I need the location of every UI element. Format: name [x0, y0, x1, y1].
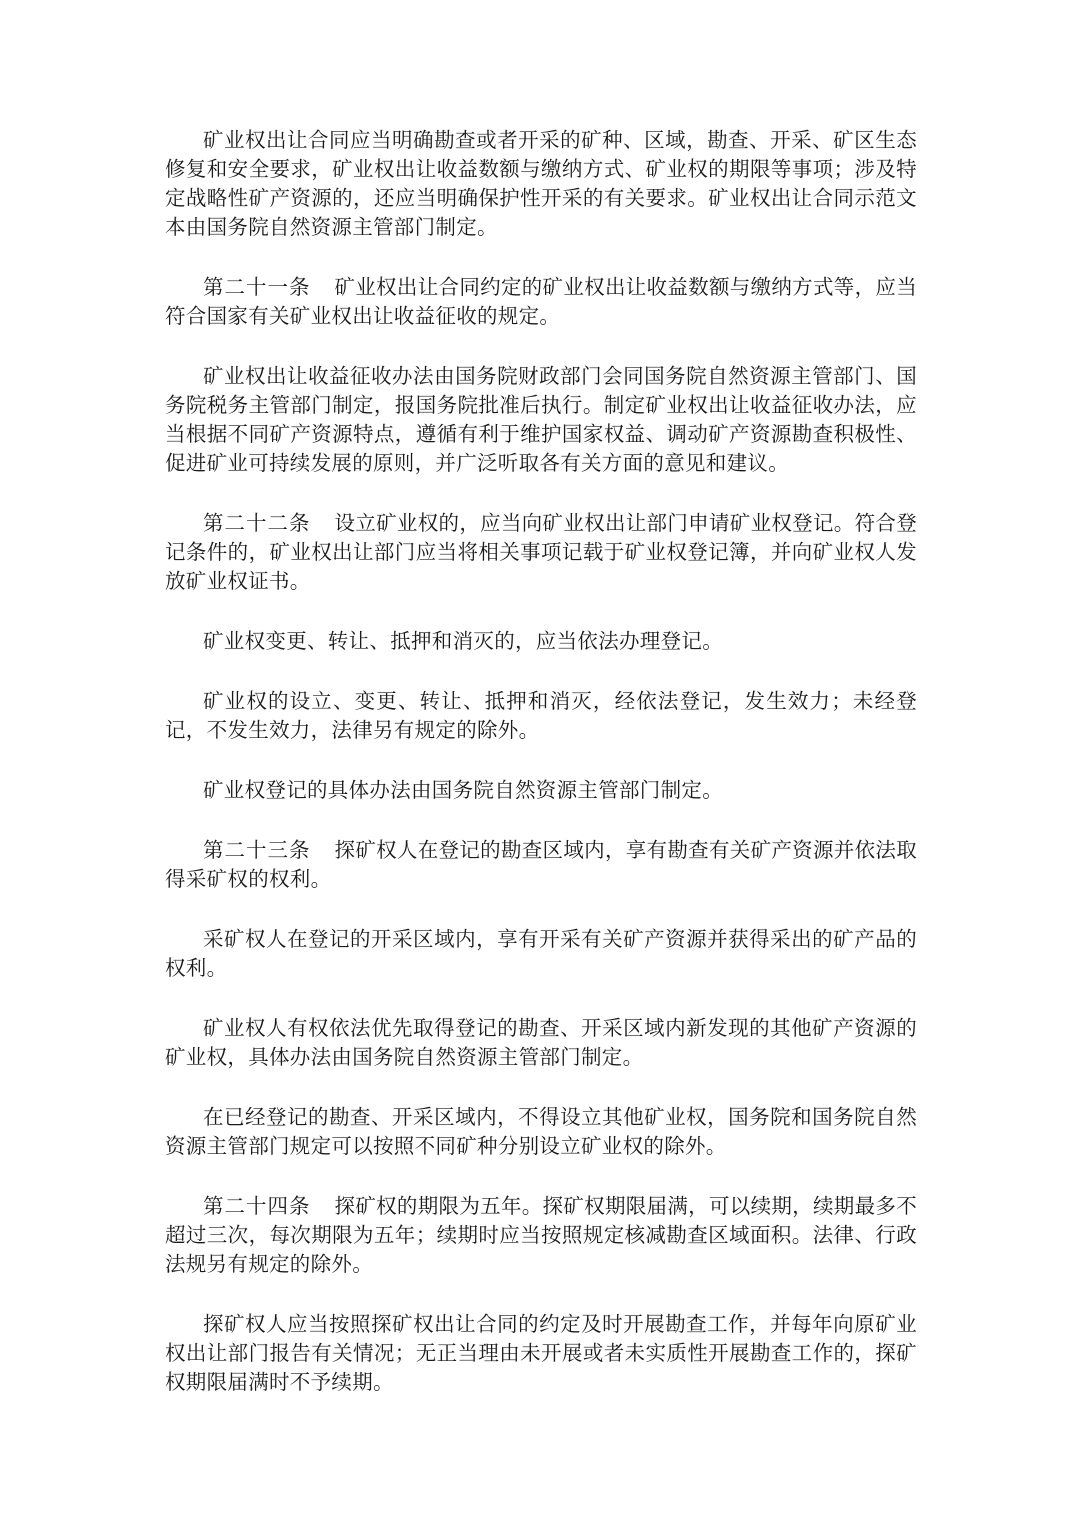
- article-number: 第二十一条: [203, 275, 311, 299]
- paragraph-3: [165, 362, 917, 478]
- article-number: 第二十三条: [203, 838, 311, 862]
- paragraph-text: 探矿权的期限为五年。探矿权期限届满，可以续期，续期最多不超过三次，每次期限为五年；续期时应当按照规定核减勘查区域面积。法律、行政法规另有规定的除外。: [165, 1194, 917, 1276]
- paragraph-4: [165, 509, 917, 596]
- paragraph-text: 探矿权人应当按照探矿权出让合同的约定及时开展勘查工作，并每年向原矿业权出让部门报告有关情况；无正当理由未开展或者未实质性开展勘查工作的，探矿权期限届满时不予续期。: [165, 1312, 917, 1394]
- paragraph-text: 矿业权的设立、变更、转让、抵押和消灭，经依法登记，发生效力；未经登记，不发生效力，法律另有规定的除外。: [165, 689, 917, 742]
- article-number: 第二十二条: [203, 511, 311, 535]
- paragraph-9: [165, 925, 917, 983]
- paragraph-text: 矿业权变更、转让、抵押和消灭的，应当依法办理登记。: [203, 629, 723, 653]
- paragraph-6: [165, 687, 917, 745]
- paragraph-text: 矿业权人有权依法优先取得登记的勘查、开采区域内新发现的其他矿产资源的矿业权，具体办法由国务院自然资源主管部门制定。: [165, 1016, 917, 1069]
- paragraph-2: [165, 273, 917, 331]
- paragraph-12: [165, 1192, 917, 1279]
- paragraph-text: 矿业权登记的具体办法由国务院自然资源主管部门制定。: [203, 778, 723, 802]
- paragraph-5: [165, 627, 917, 656]
- paragraph-text: 矿业权出让收益征收办法由国务院财政部门会同国务院自然资源主管部门、国务院税务主管部门制定，报国务院批准后执行。制定矿业权出让收益征收办法，应当根据不同矿产资源特点，遵循有利于维护国家权益、调动矿产资源勘查积极性、促进矿业可持续发展的原则，并广泛听取各有关方面的意见和建议。: [165, 364, 917, 475]
- paragraph-text: 在已经登记的勘查、开采区域内，不得设立其他矿业权，国务院和国务院自然资源主管部门规定可以按照不同矿种分别设立矿业权的除外。: [165, 1105, 917, 1158]
- paragraph-text: 采矿权人在登记的开采区域内，享有开采有关矿产资源并获得采出的矿产品的权利。: [165, 927, 917, 980]
- paragraph-text: 设立矿业权的，应当向矿业权出让部门申请矿业权登记。符合登记条件的，矿业权出让部门应当将相关事项记载于矿业权登记簿，并向矿业权人发放矿业权证书。: [165, 511, 917, 593]
- paragraph-text: 矿业权出让合同约定的矿业权出让收益数额与缴纳方式等，应当符合国家有关矿业权出让收益征收的规定。: [165, 275, 917, 328]
- paragraph-13: [165, 1310, 917, 1397]
- document-body: [165, 126, 917, 1428]
- paragraph-7: [165, 776, 917, 805]
- paragraph-1: [165, 126, 917, 242]
- paragraph-11: [165, 1103, 917, 1161]
- paragraph-8: [165, 836, 917, 894]
- paragraph-10: [165, 1014, 917, 1072]
- paragraph-text: 探矿权人在登记的勘查区域内，享有勘查有关矿产资源并依法取得采矿权的权利。: [165, 838, 917, 891]
- paragraph-text: 矿业权出让合同应当明确勘查或者开采的矿种、区域，勘查、开采、矿区生态修复和安全要求，矿业权出让收益数额与缴纳方式、矿业权的期限等事项；涉及特定战略性矿产资源的，还应当明确保护性开采的有关要求。矿业权出让合同示范文本由国务院自然资源主管部门制定。: [165, 128, 917, 239]
- article-number: 第二十四条: [203, 1194, 311, 1218]
